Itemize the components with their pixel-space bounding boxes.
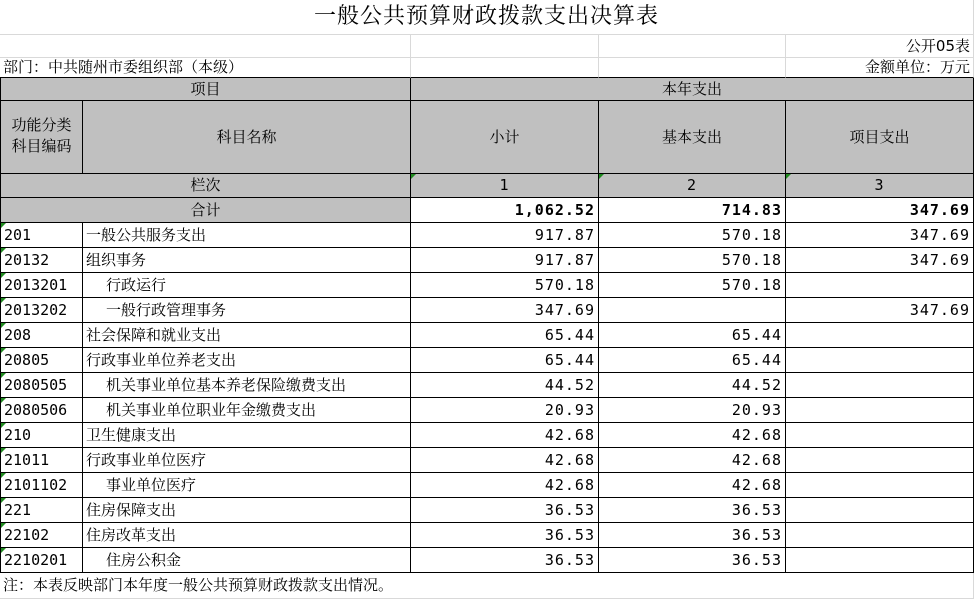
subject-name-cell: 机关事业单位基本养老保险缴费支出 <box>83 373 411 398</box>
func-code-cell: 210 <box>0 423 83 448</box>
subtotal-cell: 44.52 <box>411 373 599 398</box>
func-code-cell: 21011 <box>0 448 83 473</box>
header-item: 项目 <box>0 78 411 101</box>
subtotal-cell: 42.68 <box>411 473 599 498</box>
table-row <box>0 348 974 373</box>
func-code-cell: 2080506 <box>0 398 83 423</box>
table-row <box>0 248 974 273</box>
total-label: 合计 <box>0 198 411 223</box>
subject-name-cell: 社会保障和就业支出 <box>83 323 411 348</box>
subtotal-cell: 42.68 <box>411 423 599 448</box>
subject-name-cell: 组织事务 <box>83 248 411 273</box>
table-title: 一般公共预算财政拨款支出决算表 <box>0 0 974 35</box>
form-code: 公开05表 <box>786 35 974 58</box>
project-cell <box>786 548 974 573</box>
basic-cell: 570.18 <box>599 248 786 273</box>
subject-name-cell: 一般行政管理事务 <box>83 298 411 323</box>
project-cell <box>786 423 974 448</box>
func-code-cell: 2013202 <box>0 298 83 323</box>
subtotal-cell: 36.53 <box>411 498 599 523</box>
table-row <box>0 373 974 398</box>
basic-cell: 42.68 <box>599 448 786 473</box>
project-cell <box>786 348 974 373</box>
total-basic: 714.83 <box>599 198 786 223</box>
empty-cell <box>411 58 599 78</box>
table-row <box>0 548 974 573</box>
subtotal-cell: 347.69 <box>411 298 599 323</box>
func-code-cell: 2080505 <box>0 373 83 398</box>
subject-name-cell: 住房改革支出 <box>83 523 411 548</box>
basic-cell: 570.18 <box>599 223 786 248</box>
subtotal-cell: 570.18 <box>411 273 599 298</box>
header-project: 项目支出 <box>786 101 974 174</box>
column-index-2: 2 <box>599 174 786 198</box>
subject-name-cell: 行政事业单位养老支出 <box>83 348 411 373</box>
func-code-cell: 2013201 <box>0 273 83 298</box>
subject-name-cell: 一般公共服务支出 <box>83 223 411 248</box>
func-code-cell: 208 <box>0 323 83 348</box>
empty-cell <box>0 35 411 58</box>
subject-name-cell: 行政事业单位医疗 <box>83 448 411 473</box>
basic-cell: 20.93 <box>599 398 786 423</box>
header-basic: 基本支出 <box>599 101 786 174</box>
basic-cell: 42.68 <box>599 423 786 448</box>
basic-cell: 65.44 <box>599 348 786 373</box>
project-cell: 347.69 <box>786 248 974 273</box>
subtotal-cell: 917.87 <box>411 248 599 273</box>
table-row <box>0 448 974 473</box>
column-index-3: 3 <box>786 174 974 198</box>
empty-cell <box>411 35 599 58</box>
table-row <box>0 423 974 448</box>
column-index-1: 1 <box>411 174 599 198</box>
func-code-cell: 221 <box>0 498 83 523</box>
subject-name-cell: 机关事业单位职业年金缴费支出 <box>83 398 411 423</box>
table-row <box>0 523 974 548</box>
basic-cell: 36.53 <box>599 523 786 548</box>
project-cell <box>786 273 974 298</box>
subtotal-cell: 42.68 <box>411 448 599 473</box>
project-cell: 347.69 <box>786 223 974 248</box>
basic-cell: 44.52 <box>599 373 786 398</box>
subject-name-cell: 行政运行 <box>83 273 411 298</box>
project-cell <box>786 323 974 348</box>
subtotal-cell: 65.44 <box>411 323 599 348</box>
project-cell <box>786 373 974 398</box>
basic-cell: 36.53 <box>599 498 786 523</box>
func-code-cell: 201 <box>0 223 83 248</box>
header-subtotal: 小计 <box>411 101 599 174</box>
footnote: 注：本表反映部门本年度一般公共预算财政拨款支出情况。 <box>0 573 974 599</box>
subtotal-cell: 20.93 <box>411 398 599 423</box>
empty-cell <box>599 58 786 78</box>
header-func-code: 功能分类 科目编码 <box>0 101 83 174</box>
total-project: 347.69 <box>786 198 974 223</box>
subject-name-cell: 事业单位医疗 <box>83 473 411 498</box>
project-cell <box>786 398 974 423</box>
subtotal-cell: 917.87 <box>411 223 599 248</box>
table-row <box>0 323 974 348</box>
project-cell <box>786 523 974 548</box>
table-row <box>0 498 974 523</box>
project-cell <box>786 473 974 498</box>
total-subtotal: 1,062.52 <box>411 198 599 223</box>
subject-name-cell: 住房保障支出 <box>83 498 411 523</box>
unit-label: 金额单位：万元 <box>786 58 974 78</box>
subtotal-cell: 36.53 <box>411 523 599 548</box>
func-code-cell: 22102 <box>0 523 83 548</box>
project-cell <box>786 448 974 473</box>
table-row <box>0 398 974 423</box>
basic-cell: 42.68 <box>599 473 786 498</box>
func-code-cell: 2101102 <box>0 473 83 498</box>
table-row <box>0 473 974 498</box>
project-cell: 347.69 <box>786 298 974 323</box>
empty-cell <box>599 35 786 58</box>
basic-cell <box>599 298 786 323</box>
department-label: 部门：中共随州市委组织部（本级） <box>0 58 411 78</box>
func-code-cell: 20132 <box>0 248 83 273</box>
table-row <box>0 273 974 298</box>
subject-name-cell: 卫生健康支出 <box>83 423 411 448</box>
table-row <box>0 298 974 323</box>
subtotal-cell: 65.44 <box>411 348 599 373</box>
column-index-label: 栏次 <box>0 174 411 198</box>
header-subject-name: 科目名称 <box>83 101 411 174</box>
table-row <box>0 223 974 248</box>
project-cell <box>786 498 974 523</box>
header-current-year: 本年支出 <box>411 78 974 101</box>
basic-cell: 36.53 <box>599 548 786 573</box>
subtotal-cell: 36.53 <box>411 548 599 573</box>
subject-name-cell: 住房公积金 <box>83 548 411 573</box>
func-code-cell: 20805 <box>0 348 83 373</box>
basic-cell: 65.44 <box>599 323 786 348</box>
basic-cell: 570.18 <box>599 273 786 298</box>
func-code-cell: 2210201 <box>0 548 83 573</box>
